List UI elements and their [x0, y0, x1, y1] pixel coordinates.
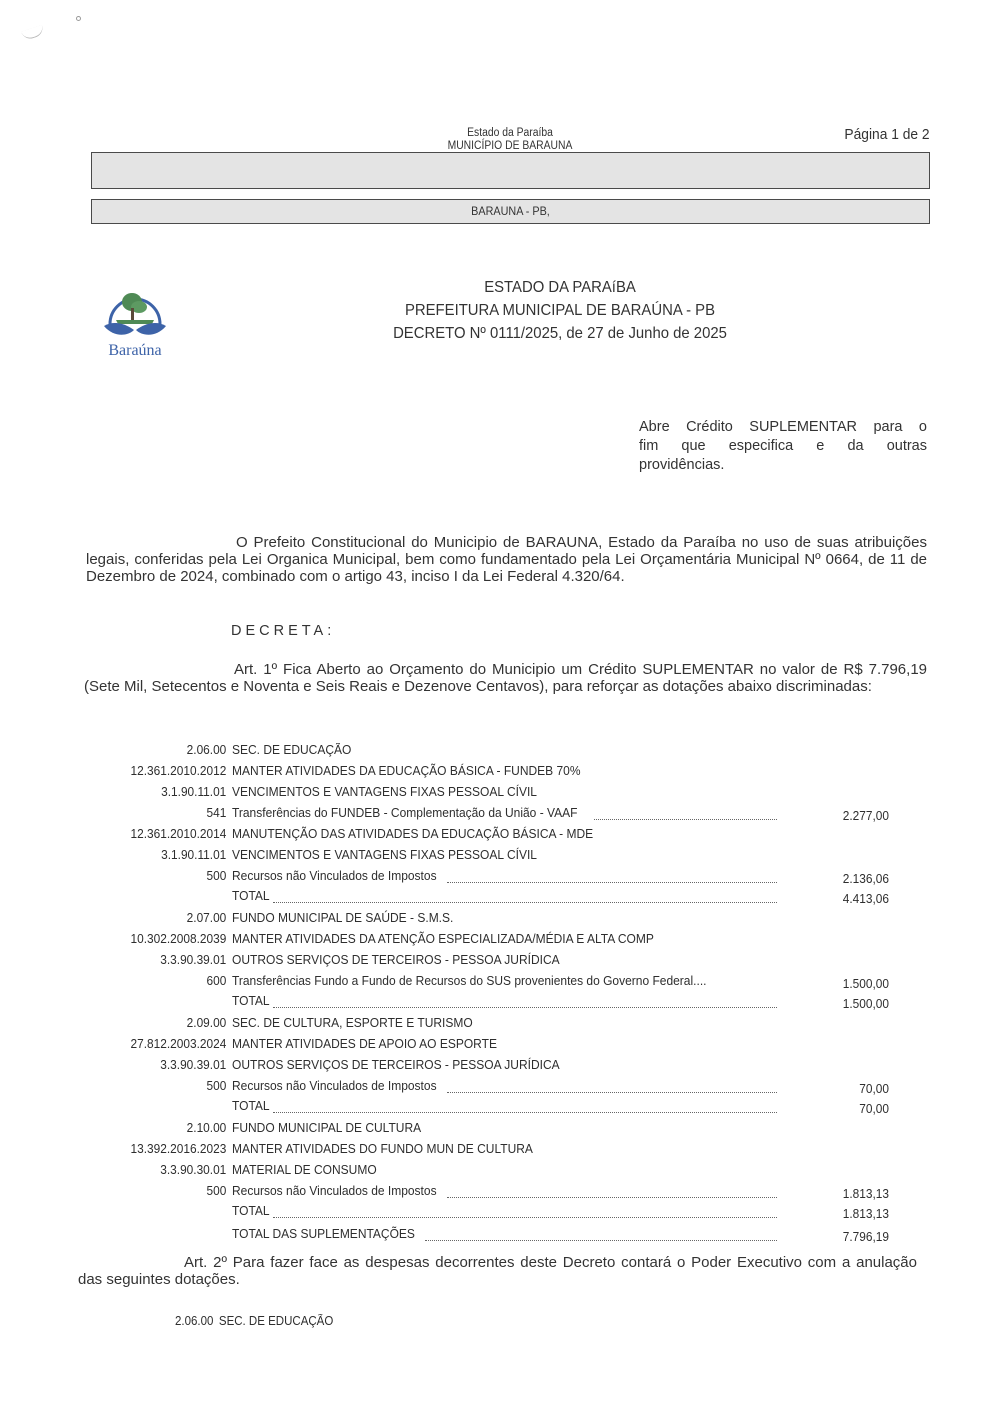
budget-row: 3.3.90.39.01 OUTROS SERVIÇOS DE TERCEIROS - PESSOA JURÍDICA [160, 953, 560, 967]
header-city-box [91, 199, 930, 224]
section-code: 2.06.00 [175, 1314, 214, 1328]
budget-row: 2.07.00 FUNDO MUNICIPAL DE SAÚDE - S.M.S. [186, 911, 454, 925]
budget-row: 500 Recursos não Vinculados de Impostos 70,00 [206, 1079, 889, 1096]
scan-mark [76, 16, 81, 21]
section-desc: SEC. DE EDUCAÇÃO [218, 1314, 334, 1328]
title-state: ESTADO DA PARAíBA [484, 279, 636, 296]
budget-amount: 1.813,13 [842, 1187, 889, 1201]
ementa-line: providências. [639, 457, 725, 473]
logo-text: Baraúna [108, 342, 162, 359]
budget-row: 3.1.90.11.01 VENCIMENTOS E VANTAGENS FIXAS PESSOAL CÍVIL [161, 848, 537, 862]
ementa-line: fim que especifica e da outras [639, 438, 927, 454]
decreta-heading: DECRETA: [231, 623, 336, 639]
article-2-section [175, 1314, 333, 1328]
report-header [375, 127, 645, 153]
scan-mark [21, 25, 45, 41]
budget-row: 12.361.2010.2012 MANTER ATIVIDADES DA EDUCAÇÃO BÁSICA - FUNDEB 70% [130, 764, 581, 778]
header-municipality: MUNICÍPIO DE BARAUNA [447, 140, 573, 152]
budget-total-row: TOTAL 1.813,13 [232, 1204, 889, 1221]
page-indicator: Página 1 de 2 [844, 126, 930, 143]
header-state: Estado da Paraíba [467, 127, 553, 139]
article-1-text: Art. 1º Fica Aberto ao Orçamento do Municipio um Crédito SUPLEMENTAR no valor de R$ 7.796,19 (Sete Mil, Setecentos e Noventa e Seis Reais e Dezenove Centavos), para reforçar as dotações abaixo discriminadas: [84, 661, 927, 695]
budget-row: 3.3.90.30.01 MATERIAL DE CONSUMO [160, 1163, 377, 1177]
ementa-line: Abre Crédito SUPLEMENTAR para o [639, 419, 927, 435]
budget-row: 2.09.00 SEC. DE CULTURA, ESPORTE E TURISMO [186, 1016, 473, 1030]
budget-grand-total: 7.796,19 [842, 1230, 889, 1244]
preamble-text: O Prefeito Constitucional do Municipio de BARAUNA, Estado da Paraíba no uso de suas atribuições legais, conferidas pela Lei Organica Municipal, bem como fundamentado pela Lei Orçamentária Municipal Nº 0664, de 11 de Dezembro de 2024, combinado com o artigo 43, inciso I da Lei Federal 4.320/64. [86, 534, 927, 585]
budget-row: 500 Recursos não Vinculados de Impostos 1.813,13 [206, 1184, 889, 1201]
article-2 [78, 1254, 917, 1288]
header-city: BARAUNA - PB, [471, 204, 550, 218]
budget-row: 27.812.2003.2024 MANTER ATIVIDADES DE APOIO AO ESPORTE [130, 1037, 497, 1051]
budget-amount: 70,00 [859, 1102, 889, 1116]
budget-row: 541 Transferências do FUNDEB - Complementação da União - VAAF 2.277,00 [206, 806, 889, 823]
budget-total-row: TOTAL 1.500,00 [232, 994, 889, 1011]
budget-row: 3.3.90.39.01 OUTROS SERVIÇOS DE TERCEIROS - PESSOA JURÍDICA [160, 1058, 560, 1072]
budget-row: 3.1.90.11.01 VENCIMENTOS E VANTAGENS FIXAS PESSOAL CÍVIL [161, 785, 537, 799]
budget-row: 12.361.2010.2014 MANUTENÇÃO DAS ATIVIDADES DA EDUCAÇÃO BÁSICA - MDE [130, 827, 594, 841]
title-decree-number: DECRETO Nº 0111/2025, de 27 de Junho de 2025 [393, 325, 727, 342]
budget-amount: 1.813,13 [842, 1207, 889, 1221]
municipality-logo [98, 280, 172, 360]
article-2-text: Art. 2º Para fazer face as despesas decorrentes deste Decreto contará o Poder Executivo com a anulação das seguintes dotações. [78, 1254, 917, 1288]
budget-row: 2.10.00 FUNDO MUNICIPAL DE CULTURA [186, 1121, 422, 1135]
budget-row: 10.302.2008.2039 MANTER ATIVIDADES DA ATENÇÃO ESPECIALIZADA/MÉDIA E ALTA COMP [130, 932, 654, 946]
budget-amount: 70,00 [859, 1082, 889, 1096]
preamble-paragraph [86, 534, 927, 585]
budget-row: 500 Recursos não Vinculados de Impostos 2.136,06 [206, 869, 889, 886]
budget-grand-total-row: TOTAL DAS SUPLEMENTAÇÕES 7.796,19 [232, 1227, 889, 1244]
decree-title [340, 276, 780, 345]
budget-total-row: TOTAL 4.413,06 [232, 889, 889, 906]
header-empty-box [91, 152, 930, 189]
budget-amount: 1.500,00 [842, 997, 889, 1011]
budget-amount: 1.500,00 [842, 977, 889, 991]
budget-amount: 2.136,06 [842, 872, 889, 886]
budget-row: 2.06.00 SEC. DE EDUCAÇÃO [186, 743, 352, 757]
budget-row: 13.392.2016.2023 MANTER ATIVIDADES DO FUNDO MUN DE CULTURA [130, 1142, 533, 1156]
budget-total-row: TOTAL 70,00 [232, 1099, 889, 1116]
barauna-emblem-icon [98, 280, 172, 360]
article-1 [84, 661, 927, 695]
budget-amount: 2.277,00 [842, 809, 889, 823]
budget-amount: 4.413,06 [842, 892, 889, 906]
title-prefeitura: PREFEITURA MUNICIPAL DE BARAÚNA - PB [404, 302, 716, 319]
ementa [639, 418, 927, 475]
budget-row: 600 Transferências Fundo a Fundo de Recursos do SUS provenientes do Governo Federal.... 1.500,00 [206, 974, 889, 991]
